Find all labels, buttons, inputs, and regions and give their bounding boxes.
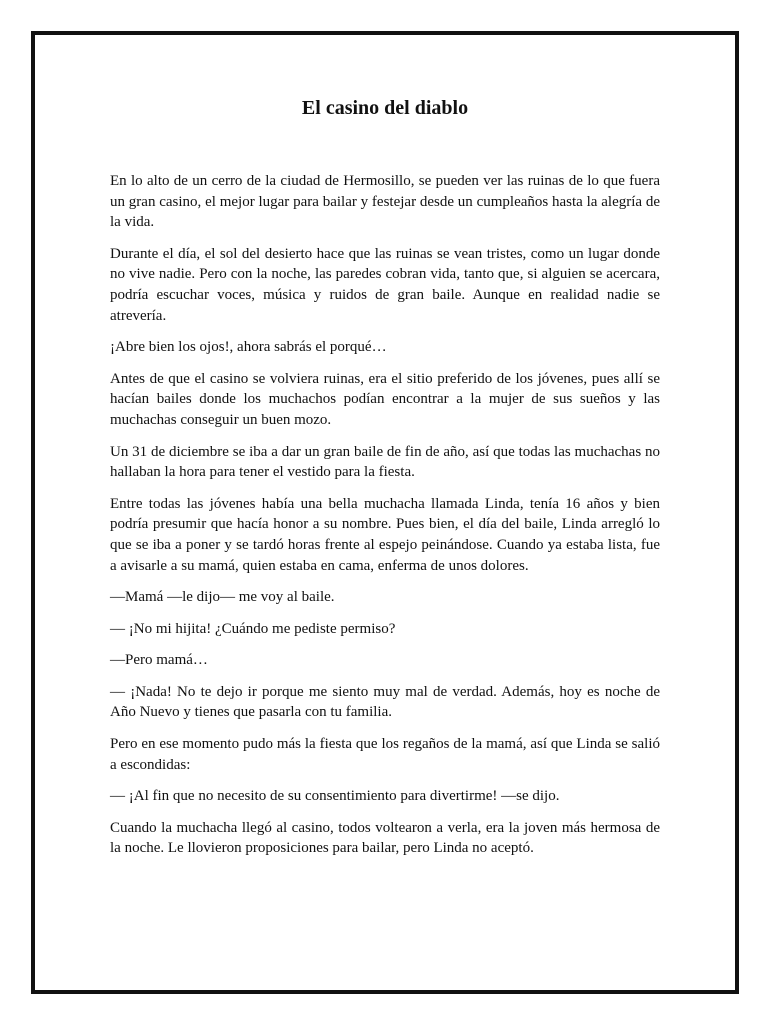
dialogue-line: —Mamá —le dijo— me voy al baile. xyxy=(110,589,335,606)
dialogue-line: — ¡Al fin que no necesito de su consentimiento para divertirme! —se dijo. xyxy=(110,788,560,805)
dialogue-line: —Pero mamá… xyxy=(110,652,208,669)
paragraph: Un 31 de diciembre se iba a dar un gran baile de fin de año, así que todas las muchachas no hallaban la hora para tener el vestido para la fiesta. xyxy=(110,443,660,481)
page-content xyxy=(110,95,660,870)
paragraph: Antes de que el casino se volviera ruinas, era el sitio preferido de los jóvenes, pues allí se hacían bailes donde los muchachos podían encontrar a la mujer de sus sueños y las muchachas conseguir un buen mozo. xyxy=(110,370,660,428)
dialogue-line: — ¡No mi hijita! ¿Cuándo me pediste permiso? xyxy=(110,620,396,637)
paragraph: Pero en ese momento pudo más la fiesta que los regaños de la mamá, así que Linda se salió a escondidas: xyxy=(110,736,660,773)
paragraph: Entre todas las jóvenes había una bella muchacha llamada Linda, tenía 16 años y bien podría presumir que hacía honor a su nombre. Pues bien, el día del baile, Linda arregló lo que se iba a poner y se tardó horas frente al espejo peinándose. Cuando ya estaba lista, fue a avisarle a su mamá, quien estaba en cama, enferma de unos dolores. xyxy=(110,495,660,574)
paragraph: Durante el día, el sol del desierto hace que las ruinas se vean tristes, como un lugar donde no vive nadie. Pero con la noche, las paredes cobran vida, tanto que, si alguien se acercara, podría escuchar voces, música y ruidos de gran baile. Aunque en realidad nadie se atrevería. xyxy=(110,245,660,324)
dialogue-line: — ¡Nada! No te dejo ir porque me siento muy mal de verdad. Además, hoy es noche de Año Nuevo y tienes que pasarla con tu familia. xyxy=(110,683,660,721)
paragraph: ¡Abre bien los ojos!, ahora sabrás el porqué… xyxy=(110,339,387,356)
page-border xyxy=(31,31,739,994)
paragraph: En lo alto de un cerro de la ciudad de Hermosillo, se pueden ver las ruinas de lo que fuera un gran casino, el mejor lugar para bailar y festejar desde un cumpleaños hasta la alegría de la vida. xyxy=(110,173,660,231)
paragraph: Cuando la muchacha llegó al casino, todos voltearon a verla, era la joven más hermosa de la noche. Le llovieron proposiciones para bailar, pero Linda no aceptó. xyxy=(110,819,660,857)
document-title: El casino del diablo xyxy=(301,97,469,119)
